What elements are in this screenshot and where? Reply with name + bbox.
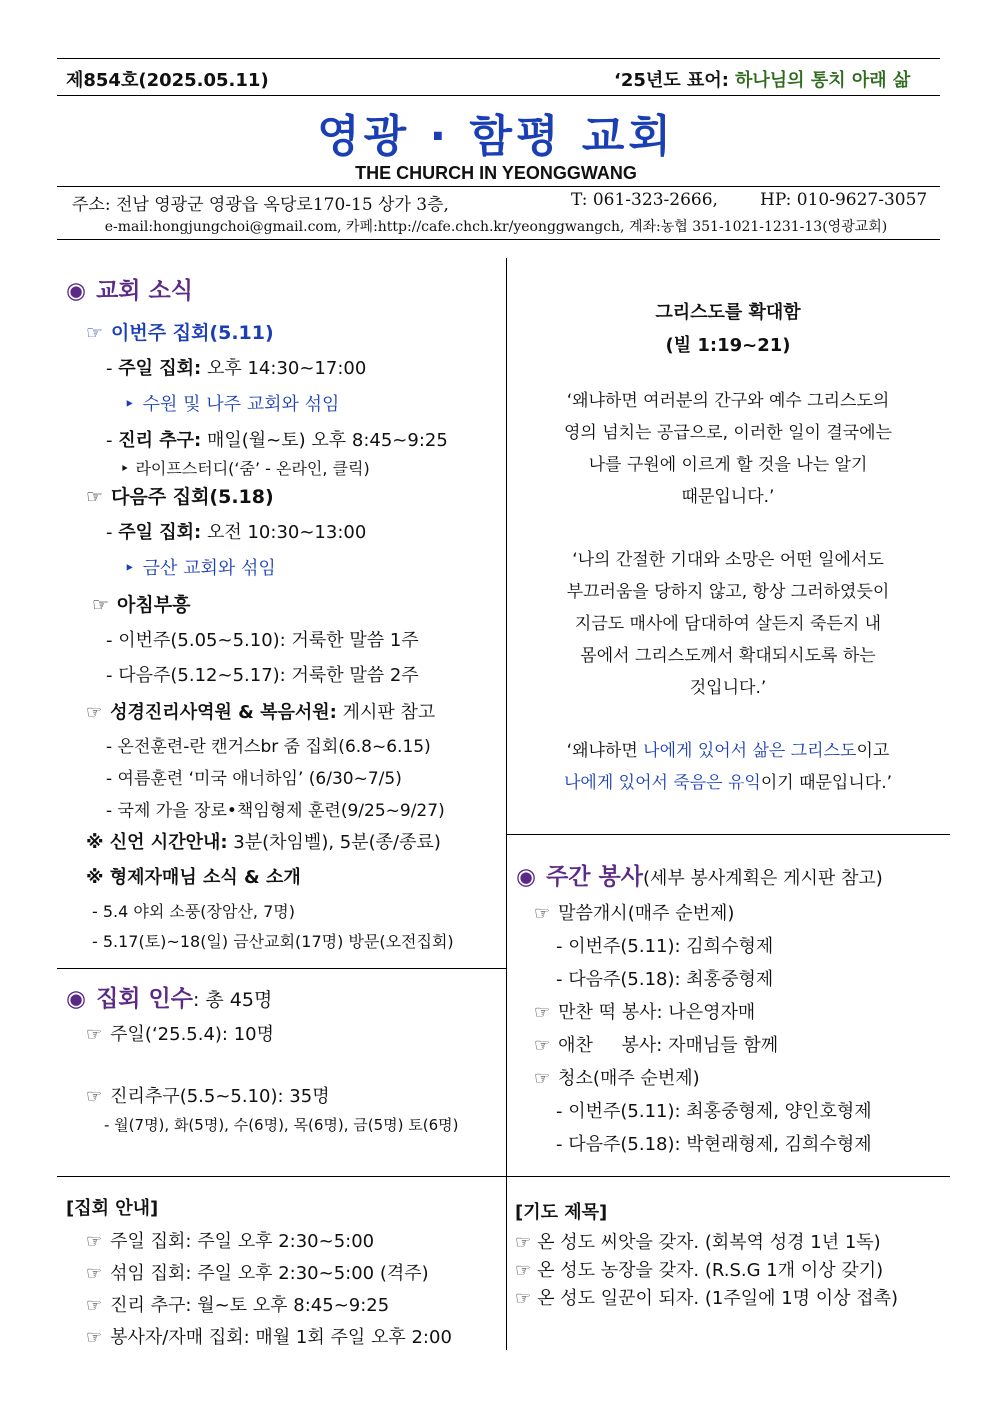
ministry-item: - 온전훈련-란 캔거스br 줌 집회(6.8~6.15) [106,737,431,757]
prayer-title: [기도 제목] [515,1202,608,1223]
prayer-text: 온 성도 농장을 갖자. (R.S.G 1개 이상 갖기) [537,1260,884,1281]
verse-text: 이고 [856,741,890,761]
service-clean-this: - 이번주(5.11): 최홍중형제, 양인호형제 [556,1101,872,1122]
motto-text: 하나님의 통치 아래 삶 [735,70,911,91]
service-word-next: - 다음주(5.18): 최홍중형제 [556,969,774,990]
verse-reference: (빌 1:19~21) [665,335,791,356]
verse-text: ‘왜냐하면 [566,741,644,761]
pointer-icon: ☞ [86,1327,103,1348]
prayer-text: 온 성도 씨앗을 갖자. (회복역 성경 1년 1독) [537,1232,881,1253]
next-week-label: 다음주 집회(5.18) [111,486,274,508]
attendance-sunday [86,1020,274,1046]
verse-text: 이기 때문입니다.’ [760,773,893,793]
verse-line: 영의 넘치는 공급으로, 이러한 일이 결국에는 [563,423,893,443]
pointer-icon: ☞ [515,1260,532,1281]
pointer-icon: ☞ [534,1068,551,1089]
verse-paragraph-1 [508,385,948,513]
verse-paragraph-2 [508,544,948,704]
pointer-icon: ☞ [534,1035,551,1056]
contact-rule [57,239,940,240]
dash: - [106,522,119,543]
service-table [534,998,755,1024]
church-name: 영광 · 함평 교회 [317,111,675,162]
ministry-item: - 여름훈련 ‘미국 애너하임’ (6/30~7/5) [106,769,402,789]
bullet-icon: ◉ [66,278,87,304]
church-name-en: THE CHURCH IN YEONGGWANG [355,163,637,183]
pointer-icon: ☞ [534,903,551,924]
truth-pursuit [106,426,448,452]
arrow-icon: ‣ [120,459,130,478]
brethren-heading: ※ 형제자매님 소식 & 소개 [86,867,301,888]
brethren-item: - 5.17(토)~18(일) 금산교회(17명) 방문(오전집회) [92,932,454,951]
meeting-guide-title: [집회 안내] [66,1198,159,1219]
contact-line: e-mail:hongjungchoi@gmail.com, 카페:http://cafe.chch.kr/yeonggwangch, 계좌:농협 351-1021-1231-13(영광교회) [104,219,888,235]
meeting-guide-item [86,1259,429,1285]
column-divider-top [506,258,507,1350]
service-word-text: 말씀개시(매주 순번제) [558,903,735,924]
attendance-truth-text: 진리추구(5.5~5.10): 35명 [110,1086,330,1107]
meeting-guide-text: 봉사자/자매 집회: 매월 1회 주일 오후 2:00 [110,1327,452,1348]
prayer-text: 온 성도 일꾼이 되자. (1주일에 1명 이상 접촉) [537,1288,899,1309]
pointer-icon: ☞ [86,322,104,344]
verse-line: 나를 구원에 이르게 할 것을 나는 알기 [588,455,868,475]
arrow-icon: ‣ [124,558,135,579]
pointer-icon: ☞ [86,1024,103,1045]
verse-title: 그리스도를 확대함 [655,302,801,323]
this-week-heading [86,318,274,345]
prophesy-text: 3분(차임벨), 5분(종/종료) [233,832,441,853]
verse-line: 부끄러움을 당하지 않고, 항상 그러하였듯이 [566,582,890,602]
dash: - [106,358,119,379]
next-sunday-note-text: 금산 교회와 섞임 [142,558,276,579]
attendance-sunday-text: 주일(‘25.5.4): 10명 [110,1024,275,1045]
verse-bottom-rule [507,834,950,835]
service-title: 주간 봉사 [546,864,643,890]
morning-revival-label: 아침부흥 [117,594,191,616]
lower-rule [57,1176,950,1177]
brethren-item: - 5.4 야외 소풍(장암산, 7명) [92,902,295,921]
pointer-icon: ☞ [86,1263,103,1284]
ministry-heading [86,698,435,724]
prayer-item [515,1284,898,1310]
this-week-label: 이번주 집회(5.11) [111,322,274,344]
name-rule [57,186,940,187]
verse-line: 때문입니다.’ [681,487,775,507]
address: 주소: 전남 영광군 영광읍 옥당로170-15 상가 3층, [72,195,449,215]
verse-line [508,735,948,767]
meeting-guide-item [86,1291,389,1317]
next-sunday-time: 오전 10:30~13:00 [206,522,367,543]
pointer-icon: ☞ [515,1288,532,1309]
service-section [516,858,883,891]
verse-paragraph-3 [508,735,948,799]
news-section [66,272,193,305]
truth-note [120,456,370,479]
service-word-this: - 이번주(5.11): 김희수형제 [556,936,774,957]
bullet-icon: ◉ [66,986,87,1012]
pointer-icon: ☞ [515,1232,532,1253]
attendance-truth [86,1082,330,1108]
morning-revival-heading [92,590,190,617]
ministry-note: 게시판 참고 [342,702,436,723]
issue-number: 제854호(2025.05.11) [66,70,269,91]
service-clean-next: - 다음주(5.18): 박현래형제, 김희수형제 [556,1134,872,1155]
meeting-guide-item [86,1227,374,1253]
top-rule [57,58,940,59]
pointer-icon: ☞ [86,1086,103,1107]
service-love-feast [534,1031,778,1057]
prayer-item [515,1228,881,1254]
meeting-guide-item [86,1323,452,1349]
attendance-total: : 총 45명 [192,989,273,1011]
truth-note-text: 라이프스터디(‘줌’ - 온라인, 클릭) [135,459,370,478]
header-rule [57,95,940,96]
attendance-title: 집회 인수 [96,986,193,1012]
truth-label: 진리 추구: [118,430,202,451]
mobile-phone: HP: 010-9627-3057 [760,190,928,210]
service-word [534,899,734,925]
verse-line [508,767,948,799]
verse-line: 지금도 매사에 담대하여 살든지 죽든지 내 [574,614,882,634]
service-cleaning-text: 청소(매주 순번제) [558,1068,700,1089]
pointer-icon: ☞ [534,1002,551,1023]
service-love-feast-text: 애찬 봉사: 자매님들 함께 [558,1035,779,1056]
motto-label: ‘25년도 표어: [614,70,729,91]
attendance-section [66,980,272,1013]
morning-revival-this: - 이번주(5.05~5.10): 거룩한 말씀 1주 [106,630,419,651]
news-title: 교회 소식 [96,278,193,304]
attendance-detail: - 월(7명), 화(5명), 수(6명), 목(6명), 금(5명) 토(6명) [104,1116,459,1134]
meeting-guide-text: 섞임 집회: 주일 오후 2:30~5:00 (격주) [110,1263,429,1284]
news-bottom-rule [57,968,506,969]
verse-line: 것입니다.’ [689,678,767,698]
prayer-item [515,1256,883,1282]
pointer-icon: ☞ [92,594,110,616]
pointer-icon: ☞ [86,1295,103,1316]
pointer-icon: ☞ [86,1231,103,1252]
bullet-icon: ◉ [516,864,537,890]
pointer-icon: ☞ [86,702,103,723]
verse-line: ‘나의 간절한 기대와 소망은 어떤 일에서도 [572,550,884,570]
sunday-time: 오후 14:30~17:00 [206,358,367,379]
verse-highlight: 나에게 있어서 삶은 그리스도 [643,741,857,761]
ministry-label: 성경진리사역원 & 복음서원: [110,702,337,723]
sunday-meeting [106,354,366,380]
sunday-note [124,390,339,416]
service-cleaning [534,1064,700,1090]
telephone: T: 061-323-2666, [571,190,718,210]
pointer-icon: ☞ [86,486,104,508]
next-sunday-meeting [106,518,366,544]
sunday-label: 주일 집회: [118,358,202,379]
sunday-note-text: 수원 및 나주 교회와 섞임 [142,394,340,415]
prophesy-label: ※ 신언 시간안내: [86,832,228,853]
next-week-heading [86,482,274,509]
dash: - [106,430,119,451]
next-sunday-note [124,554,276,580]
ministry-item: - 국제 가을 장로•책임형제 훈련(9/25~9/27) [106,801,445,821]
truth-time: 매일(월~토) 오후 8:45~9:25 [206,430,448,451]
verse-line: 몸에서 그리스도께서 확대되시도록 하는 [580,646,876,666]
arrow-icon: ‣ [124,394,135,415]
meeting-guide-text: 주일 집회: 주일 오후 2:30~5:00 [110,1231,375,1252]
verse-line: ‘왜냐하면 여러분의 간구와 예수 그리스도의 [566,391,890,411]
next-sunday-label: 주일 집회: [118,522,202,543]
morning-revival-next: - 다음주(5.12~5.17): 거룩한 말씀 2주 [106,665,419,686]
service-title-note: (세부 봉사계획은 게시판 참고) [642,868,883,889]
prophesy-time [86,828,441,854]
meeting-guide-text: 진리 추구: 월~토 오후 8:45~9:25 [110,1295,390,1316]
service-table-text: 만찬 떡 봉사: 나은영자매 [558,1002,756,1023]
verse-highlight: 나에게 있어서 죽음은 유익 [563,773,761,793]
